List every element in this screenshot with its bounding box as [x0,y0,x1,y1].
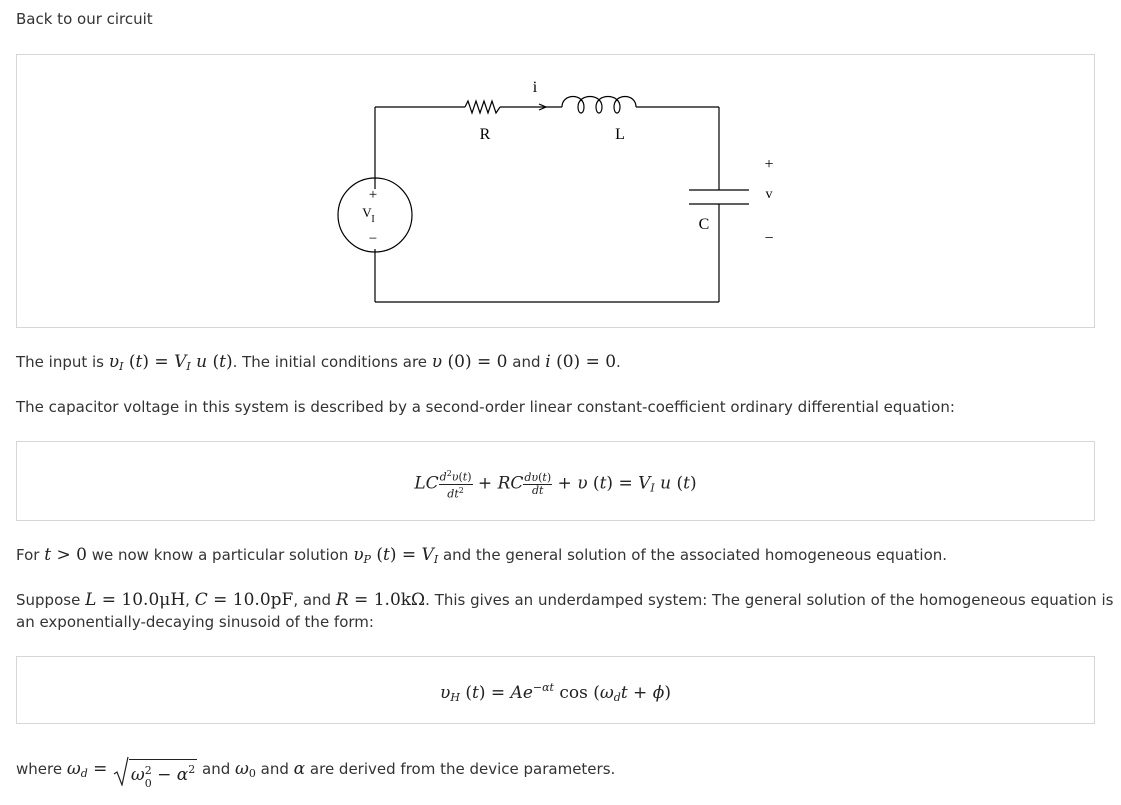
homogeneous-solution-panel [16,656,1095,724]
para1-text-a: The input is [16,353,109,371]
para1-text-b: . The initial conditions are [232,353,432,371]
damped-frequency-formula: $\omega_d = \omega$ 0 $^2 - \alpha^2$ [67,759,197,779]
time-condition: t > 0 [44,545,87,565]
inductance-value: L = 10.0μH [85,590,186,610]
parameter-description [16,589,1114,633]
para5-text-a: where [16,760,67,778]
current-label: i [532,79,538,96]
square-root-symbol: ω 0 $^2 - \alpha^2$ [113,756,197,787]
particular-solution-formula: $\upsilon_P$ $(t) = V_I$ [353,545,439,566]
inductor-symbol [562,97,636,114]
para4-line2: an exponentially-decaying sinusoid of the form: [16,613,374,631]
para4-text-a: Suppose [16,591,86,609]
input-formula: $\upsilon_I$ $(t) = V_I$ u (t) [108,352,233,373]
input-description [16,351,1101,378]
para3-text-c: and the general solution of the associated homogeneous equation. [438,546,948,564]
para4-text-b: , [185,591,195,609]
resistor-label: R [479,126,491,143]
source-label: V [362,205,372,220]
capacitor-label: C [698,216,710,233]
natural-frequency-symbol: $\omega_0$ [235,759,256,780]
para3-text-a: For [16,546,45,564]
para5-text-b: and [197,760,236,778]
output-minus: − [764,230,774,247]
initial-voltage-formula: υ (0) = 0 [431,352,508,372]
para1-text-c: and [507,353,546,371]
differential-equation-panel [16,441,1095,521]
resistance-value: R = 1.0kΩ [335,590,426,610]
back-to-circuit-link[interactable]: Back to our circuit [16,10,153,28]
para5-text-d: are derived from the device parameters. [305,760,616,778]
para4-text-c: , and [293,591,336,609]
damped-frequency-description [16,756,1101,790]
particular-solution-description [16,544,1101,571]
circuit-diagram-panel [16,54,1095,328]
output-plus: + [764,156,774,173]
inductor-label: L [615,126,625,143]
source-plus: + [368,187,378,203]
output-label: v [765,187,773,202]
initial-current-formula: i (0) = 0 [545,352,617,372]
para4-text-d: . This gives an underdamped system: The general solution of the homogeneous equation is [425,591,1114,609]
homogeneous-solution: $\upsilon_H$ $(t) = Ae^{-\alpha t}$ $\cos (\omega_dt + \phi)$ [440,681,671,704]
para1-text-d: . [616,353,621,371]
capacitance-value: C = 10.0pF [194,590,294,610]
source-minus: − [368,231,378,247]
differential-equation: LC $\frac{d^2\upsilon(t)}{dt^2}$ + RC $\frac{d\upsilon(t)}{dt}$ + υ $(t) = V_I$ u (t) [414,469,697,501]
ode-description: The capacitor voltage in this system is described by a second-order linear constant-coefficient ordinary differential equation: [16,398,955,416]
rlc-circuit-diagram [17,55,1094,327]
alpha-symbol: α [293,759,306,779]
para3-text-b: we now know a particular solution [86,546,354,564]
resistor-symbol [465,101,500,113]
para5-text-c: and [255,760,294,778]
source-subscript: I [371,214,375,225]
